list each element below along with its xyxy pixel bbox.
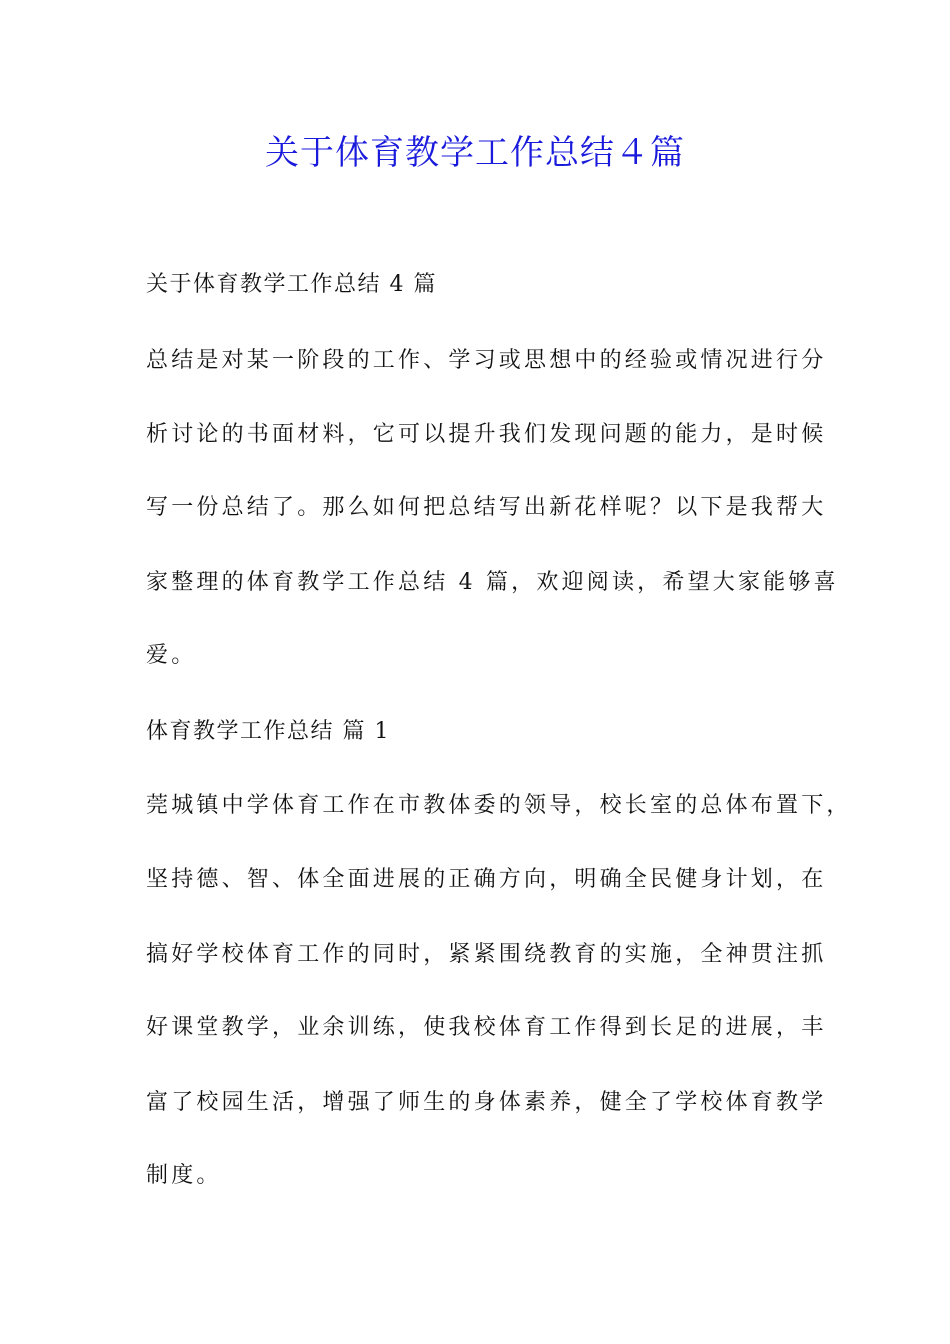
intro-line: 总结是对某一阶段的工作、学习或思想中的经验或情况进行分 [146, 348, 827, 373]
document-subtitle: 关于体育教学工作总结 4 篇 [146, 272, 437, 297]
intro-line: 家整理的体育教学工作总结 4 篇，欢迎阅读，希望大家能够喜 [146, 570, 839, 595]
section-line: 好课堂教学，业余训练，使我校体育工作得到长足的进展，丰 [146, 1015, 827, 1040]
section-line: 富了校园生活，增强了师生的身体素养，健全了学校体育教学 [146, 1090, 827, 1115]
intro-line: 写一份总结了。那么如何把总结写出新花样呢？以下是我帮大 [146, 495, 827, 520]
section-line: 莞城镇中学体育工作在市教体委的领导，校长室的总体布置下， [146, 793, 852, 818]
section-line: 坚持德、智、体全面进展的正确方向，明确全民健身计划，在 [146, 867, 827, 892]
intro-line: 爱。 [146, 643, 197, 668]
intro-line: 析讨论的书面材料，它可以提升我们发现问题的能力，是时候 [146, 422, 827, 447]
section-line: 搞好学校体育工作的同时，紧紧围绕教育的实施，全神贯注抓 [146, 942, 827, 967]
section-heading: 体育教学工作总结 篇 1 [146, 719, 390, 744]
section-line: 制度。 [146, 1163, 222, 1188]
document-title: 关于体育教学工作总结４篇 [265, 133, 685, 173]
